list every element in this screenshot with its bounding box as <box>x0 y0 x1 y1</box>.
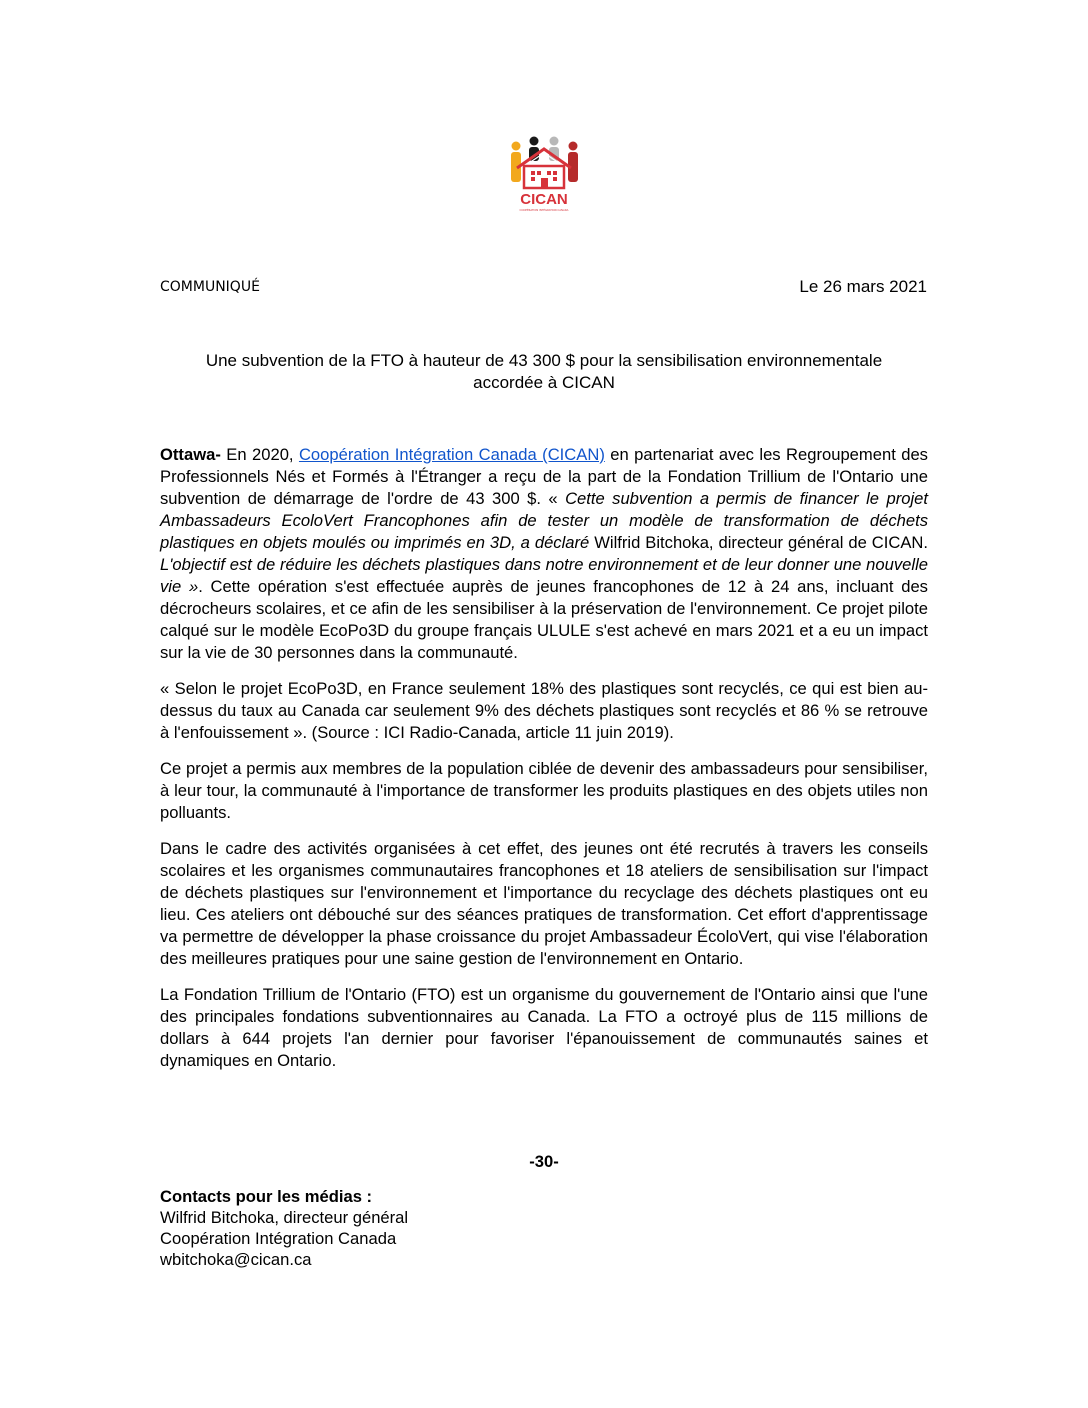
title-line-1: Une subvention de la FTO à hauteur de 43 300 $ pour la sensibilisation environnementale <box>205 351 883 370</box>
logo-text: CICAN <box>520 191 568 208</box>
document-date: Le 26 mars 2021 <box>799 277 927 296</box>
paragraph-2: « Selon le projet EcoPo3D, en France seulement 18% des plastiques sont recyclés, ce qui est bien au-dessus du taux au Canada car seulement 9% des déchets plastiques sont recyclés et 86 % se retrouve à l'enfouissement ». (Source : ICI Radio-Canada, article 11 juin 2019). <box>160 679 928 742</box>
quote-part-2: L'objectif est de réduire les déchets plastiques dans notre environnement et de leur donner une nouvelle vie » <box>160 555 928 596</box>
cican-logo <box>504 132 590 218</box>
contacts-heading: Contacts pour les médias : <box>160 1187 373 1206</box>
quote-part-1: Cette subvention a permis de financer le projet Ambassadeurs EcoloVert Francophones afin de tester un modèle de transformation de déchets plastiques en objets moulés ou imprimés en 3D, a déclaré <box>160 489 928 552</box>
press-release-title <box>160 350 928 394</box>
end-marker: -30- <box>529 1152 559 1171</box>
cican-people-house-logo-icon <box>504 132 590 218</box>
dateline: Ottawa- <box>160 445 221 464</box>
title-line-2: accordée à CICAN <box>473 373 615 392</box>
cican-link[interactable]: Coopération Intégration Canada (CICAN) <box>298 445 605 464</box>
paragraph-1-text-c: Wilfrid Bitchoka, directeur général de CICAN. <box>589 533 928 552</box>
paragraph-5: La Fondation Trillium de l'Ontario (FTO) est un organisme du gouvernement de l'Ontario ainsi que l'une des principales fondations subventionnaires au Canada. La FTO a octroyé plus de 115 millions de dollars à 644 projets l'an dernier pour favoriser l'épanouissement de communautés saines et dynamiques en Ontario. <box>160 985 928 1070</box>
document-type-label: COMMUNIQUÉ <box>160 279 260 295</box>
paragraph-3: Ce projet a permis aux membres de la population ciblée de devenir des ambassadeurs pour sensibiliser, à leur tour, la communauté à l'importance de transformer les produits plastiques en des objets utiles non polluants. <box>160 759 928 822</box>
media-contacts <box>160 1186 408 1270</box>
contact-organization: Coopération Intégration Canada <box>160 1229 397 1248</box>
press-release-body <box>160 444 928 1086</box>
contact-email[interactable]: wbitchoka@cican.ca <box>160 1250 312 1269</box>
contact-name: Wilfrid Bitchoka, directeur général <box>160 1208 409 1227</box>
logo-subtext: COOPÉRATION INTÉGRATION CANADA <box>519 209 569 212</box>
paragraph-1-text-a: En 2020, <box>220 445 299 464</box>
paragraph-4: Dans le cadre des activités organisées à cet effet, des jeunes ont été recrutés à travers les conseils scolaires et les organismes communautaires francophones et 18 ateliers de sensibilisation sur l'impact de déchets plastiques sur l'environnement et l'importance du recyclage des déchets plastiques ont eu lieu. Ces ateliers ont débouché sur des séances pratiques de transformation. Cet effort d'apprentissage va permettre de développer la phase croissance du projet Ambassadeur ÉcoloVert, qui vise l'élaboration des meilleures pratiques pour une saine gestion de l'environnement en Ontario. <box>160 839 928 968</box>
paragraph-1 <box>160 444 928 664</box>
paragraph-1-text-b: en partenariat avec les Regroupement des Professionnels Nés et Formés à l'Étranger a reçu de la part de la Fondation Trillium de l'Ontario une subvention de démarrage de l'ordre de 43 300 $. « <box>160 445 928 508</box>
paragraph-1-text-d: . Cette opération s'est effectuée auprès de jeunes francophones de 12 à 24 ans, incluant des décrocheurs scolaires, et ce afin de les sensibiliser à la préservation de l'environnement. Ce projet pilote calqué sur le modèle EcoPo3D du groupe français ULULE s'est achevé en mars 2021 et a eu un impact sur la vie de 30 personnes dans la communauté. <box>160 577 928 662</box>
